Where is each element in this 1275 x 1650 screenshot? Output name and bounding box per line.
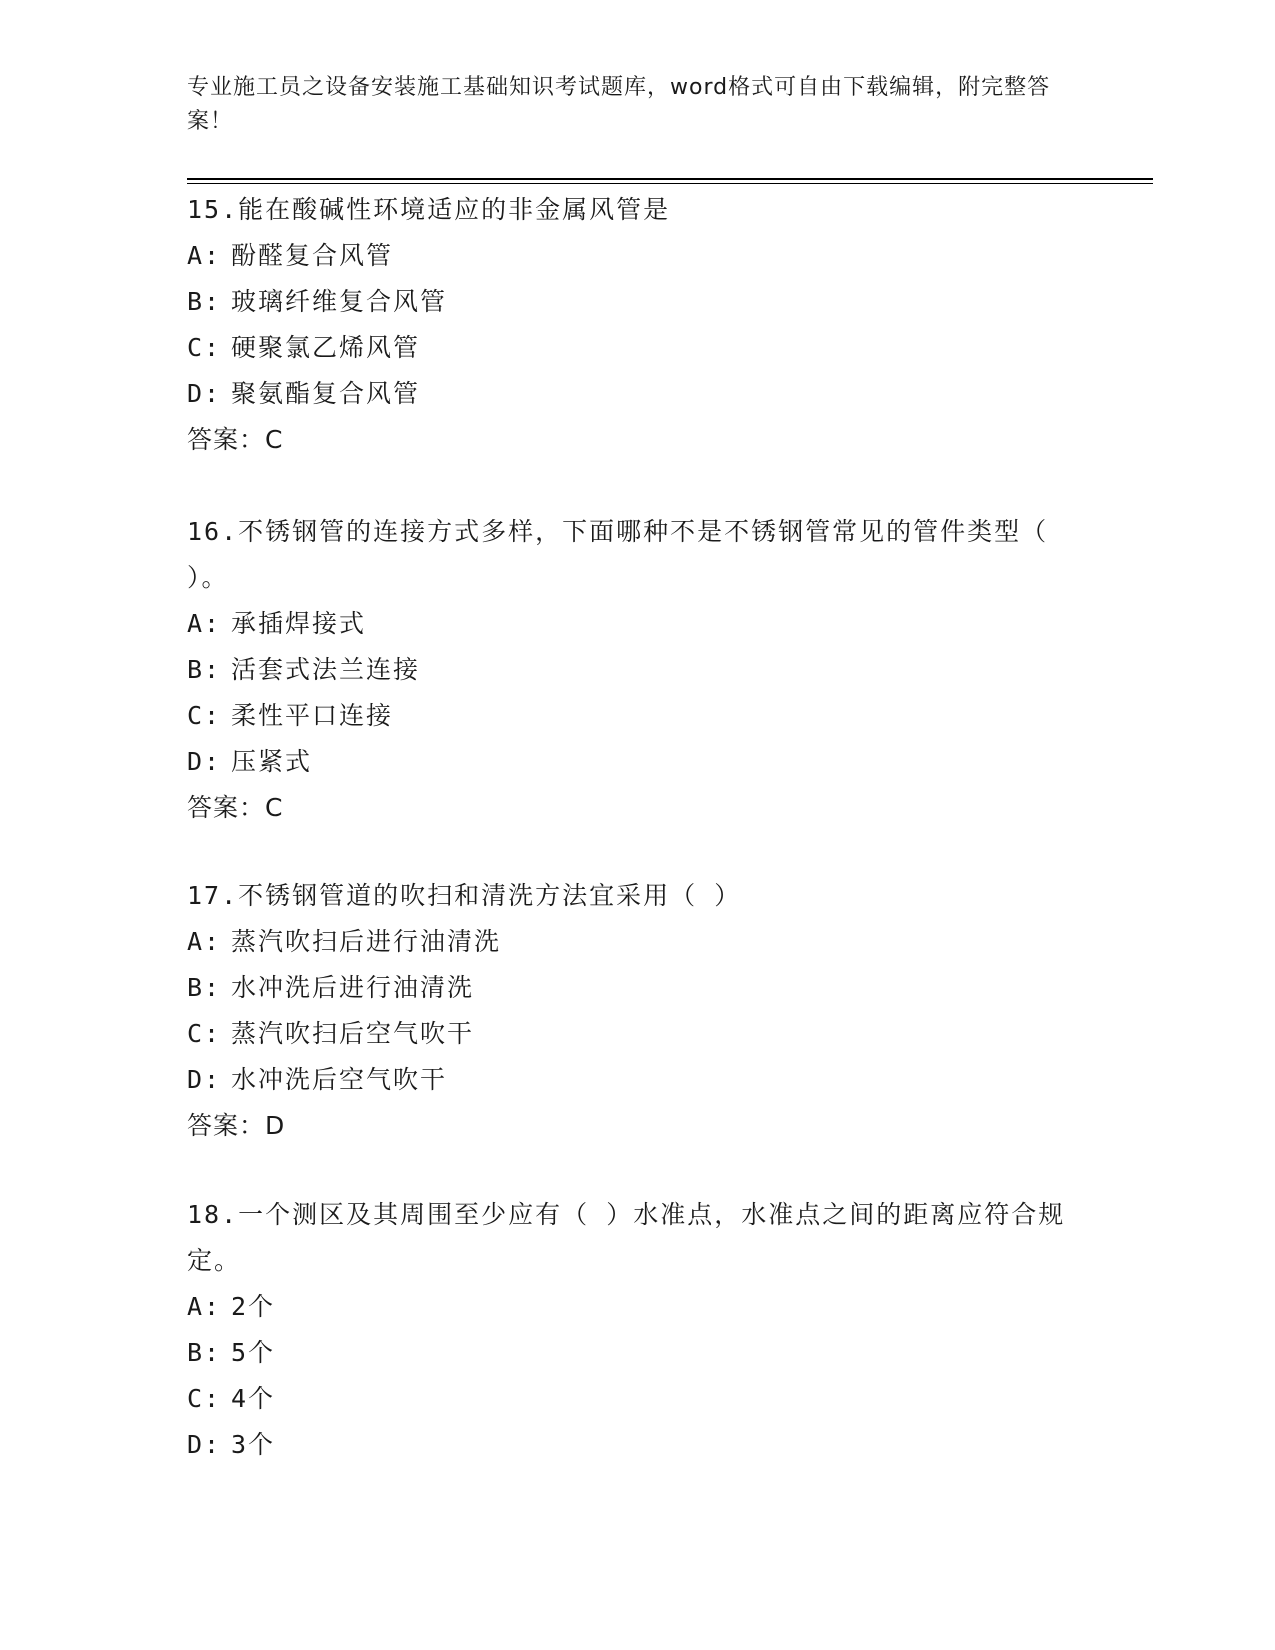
option-b xyxy=(187,279,1087,325)
header-divider-thin xyxy=(187,183,1153,184)
option-label: D: xyxy=(187,1430,222,1459)
option-label: C: xyxy=(187,701,222,730)
option-label: B: xyxy=(187,655,222,684)
option-label: C: xyxy=(187,1384,222,1413)
option-text: 承插焊接式 xyxy=(231,609,367,638)
option-label: B: xyxy=(187,287,222,316)
option-text: 4个 xyxy=(231,1384,276,1413)
option-label: A: xyxy=(187,927,222,956)
option-d xyxy=(187,1057,1087,1103)
question-stem: 17.不锈钢管道的吹扫和清洗方法宜采用（ ） xyxy=(187,881,742,910)
option-text: 柔性平口连接 xyxy=(231,701,394,730)
option-text: 水冲洗后空气吹干 xyxy=(231,1065,448,1094)
header-divider xyxy=(187,178,1153,180)
answer-line: 答案：D xyxy=(187,1111,286,1140)
option-label: A: xyxy=(187,241,222,270)
option-a xyxy=(187,919,1087,965)
option-a xyxy=(187,601,1087,647)
option-d xyxy=(187,1422,1087,1468)
option-text: 蒸汽吹扫后进行油清洗 xyxy=(231,927,502,956)
option-d xyxy=(187,739,1087,785)
option-a xyxy=(187,233,1087,279)
option-c xyxy=(187,325,1087,371)
question-stem: 15.能在酸碱性环境适应的非金属风管是 xyxy=(187,195,671,224)
option-c xyxy=(187,1011,1087,1057)
option-label: C: xyxy=(187,1019,222,1048)
answer-line: 答案：C xyxy=(187,425,284,454)
question-15 xyxy=(187,187,1087,463)
option-text: 水冲洗后进行油清洗 xyxy=(231,973,475,1002)
option-d xyxy=(187,371,1087,417)
question-17 xyxy=(187,873,1087,1149)
option-text: 活套式法兰连接 xyxy=(231,655,421,684)
question-stem: 18.一个测区及其周围至少应有（ ）水准点，水准点之间的距离应符合规定。 xyxy=(187,1200,1066,1275)
option-a xyxy=(187,1284,1087,1330)
option-text: 5个 xyxy=(231,1338,276,1367)
option-b xyxy=(187,1330,1087,1376)
option-label: D: xyxy=(187,747,222,776)
option-label: D: xyxy=(187,379,222,408)
option-label: A: xyxy=(187,1292,222,1321)
option-label: A: xyxy=(187,609,222,638)
answer-line: 答案：C xyxy=(187,793,284,822)
option-text: 2个 xyxy=(231,1292,276,1321)
option-label: B: xyxy=(187,1338,222,1367)
option-label: B: xyxy=(187,973,222,1002)
option-label: D: xyxy=(187,1065,222,1094)
option-text: 酚醛复合风管 xyxy=(231,241,394,270)
option-text: 聚氨酯复合风管 xyxy=(231,379,421,408)
option-c xyxy=(187,693,1087,739)
option-text: 硬聚氯乙烯风管 xyxy=(231,333,421,362)
option-b xyxy=(187,647,1087,693)
option-text: 压紧式 xyxy=(231,747,313,776)
option-text: 蒸汽吹扫后空气吹干 xyxy=(231,1019,475,1048)
option-label: C: xyxy=(187,333,222,362)
option-b xyxy=(187,965,1087,1011)
option-text: 玻璃纤维复合风管 xyxy=(231,287,448,316)
option-c xyxy=(187,1376,1087,1422)
question-16 xyxy=(187,509,1087,831)
option-text: 3个 xyxy=(231,1430,276,1459)
question-18 xyxy=(187,1192,1087,1468)
document-header: 专业施工员之设备安装施工基础知识考试题库，word格式可自由下载编辑，附完整答案！ xyxy=(187,75,1051,134)
question-stem: 16.不锈钢管的连接方式多样，下面哪种不是不锈钢管常见的管件类型（ ）。 xyxy=(187,517,1049,592)
